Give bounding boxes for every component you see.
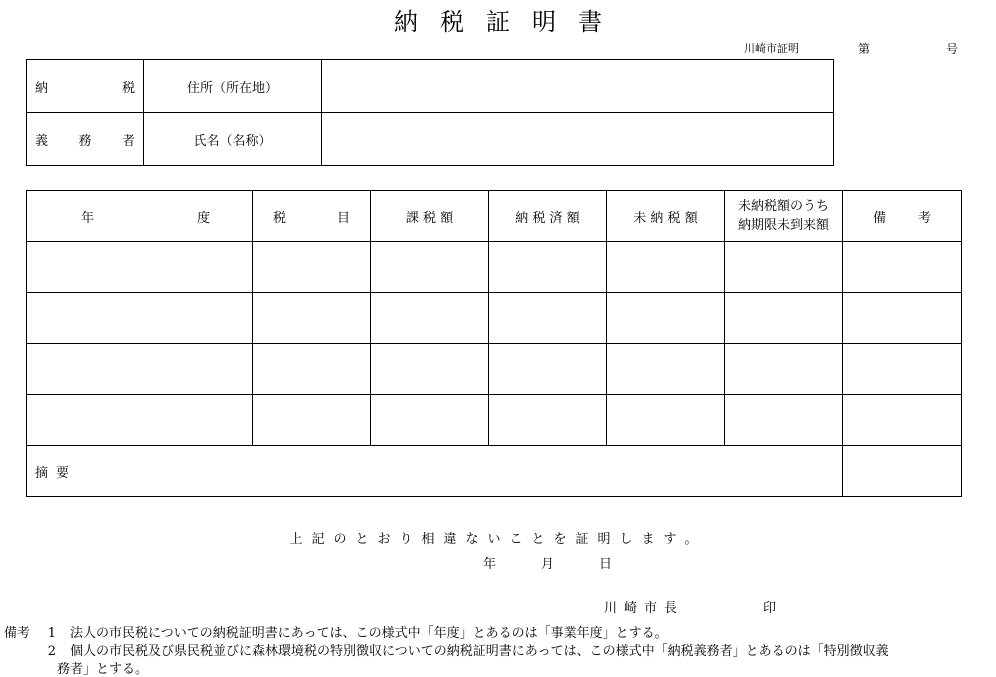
notes-prefix: 備考 — [4, 626, 31, 641]
header-assessed-amount: 課 税 額 — [371, 191, 489, 242]
date-day: 日 — [599, 557, 613, 572]
table-cell[interactable] — [725, 242, 843, 293]
address-field[interactable] — [322, 60, 834, 113]
header-char: 考 — [917, 210, 931, 226]
table-cell[interactable] — [725, 293, 843, 344]
table-cell[interactable] — [489, 242, 607, 293]
table-cell[interactable] — [843, 395, 962, 446]
table-cell[interactable] — [489, 395, 607, 446]
table-cell[interactable] — [607, 293, 725, 344]
note-2 — [4, 640, 889, 659]
header-char: 備 — [873, 210, 887, 226]
table-cell[interactable] — [27, 344, 253, 395]
table-cell[interactable] — [27, 242, 253, 293]
summary-row — [27, 446, 962, 497]
tax-details-table — [26, 190, 962, 497]
table-cell[interactable] — [725, 344, 843, 395]
summary-remarks-cell[interactable] — [843, 446, 962, 497]
table-cell[interactable] — [489, 344, 607, 395]
table-cell[interactable] — [371, 293, 489, 344]
name-label: 氏名（名称） — [144, 113, 322, 166]
table-cell[interactable] — [725, 395, 843, 446]
certificate-number-go: 号 — [946, 42, 959, 56]
seal-mark: 印 — [763, 601, 777, 616]
date-year: 年 — [483, 557, 497, 572]
table-row — [27, 395, 962, 446]
header-char: 目 — [336, 210, 350, 226]
header-char: 税 — [273, 210, 287, 226]
certificate-number-dai: 第 — [858, 42, 871, 56]
table-cell[interactable] — [607, 242, 725, 293]
table-cell[interactable] — [253, 293, 371, 344]
note-text: 個人の市民税及び県民税並びに森林環境税の特別徴収についての納税証明書にあっては、この様式中「納税義務者」とあるのは「特別徴収義 — [70, 644, 889, 659]
header-line: 未納税額のうち — [737, 199, 829, 214]
mayor-signature: 川崎市長 — [604, 601, 685, 616]
header-unpaid-amount: 未 納 税 額 — [607, 191, 725, 242]
table-header-row — [27, 191, 962, 242]
header-remarks — [843, 191, 962, 242]
table-cell[interactable] — [27, 293, 253, 344]
taxpayer-label-char: 納 — [35, 80, 49, 96]
taxpayer-label-char: 務 — [78, 133, 92, 149]
taxpayer-table — [26, 59, 834, 166]
attestation-text: 上記のとおり相違ないことを証明します。 — [289, 532, 707, 547]
table-cell[interactable] — [607, 344, 725, 395]
header-char: 年 — [81, 210, 95, 226]
table-cell[interactable] — [843, 344, 962, 395]
summary-label: 摘要 — [35, 465, 78, 481]
note-text: 法人の市民税についての納税証明書にあっては、この様式中「年度」とあるのは「事業年度」とする。 — [70, 626, 668, 641]
table-row — [27, 344, 962, 395]
address-label: 住所（所在地） — [144, 60, 322, 113]
table-cell[interactable] — [253, 242, 371, 293]
table-row — [27, 242, 962, 293]
taxpayer-label-top — [27, 60, 144, 113]
summary-cell[interactable] — [27, 446, 843, 497]
note-number: 1 — [47, 626, 57, 641]
certificate-number-prefix: 川崎市証明 — [744, 42, 799, 55]
table-cell[interactable] — [253, 395, 371, 446]
taxpayer-label-bottom — [27, 113, 144, 166]
taxpayer-label-char: 者 — [121, 133, 135, 149]
date-month: 月 — [541, 557, 555, 572]
header-fiscal-year — [27, 191, 253, 242]
header-line: 納期限未到来額 — [737, 218, 829, 233]
header-undue-amount — [725, 191, 843, 242]
table-cell[interactable] — [371, 242, 489, 293]
table-cell[interactable] — [489, 293, 607, 344]
table-cell[interactable] — [843, 293, 962, 344]
page-title: 納税証明書 — [394, 8, 624, 36]
table-cell[interactable] — [27, 395, 253, 446]
table-cell[interactable] — [253, 344, 371, 395]
note-number: 2 — [47, 644, 56, 659]
table-cell[interactable] — [371, 395, 489, 446]
taxpayer-label-char: 義 — [35, 133, 49, 149]
table-cell[interactable] — [371, 344, 489, 395]
table-cell[interactable] — [607, 395, 725, 446]
note-2-continuation: 務者」とする。 — [57, 662, 149, 677]
header-tax-item — [253, 191, 371, 242]
table-cell[interactable] — [843, 242, 962, 293]
header-char: 度 — [196, 210, 210, 226]
name-field[interactable] — [322, 113, 834, 166]
taxpayer-label-char: 税 — [121, 80, 135, 96]
header-paid-amount: 納 税 済 額 — [489, 191, 607, 242]
note-1 — [4, 622, 668, 641]
table-row — [27, 293, 962, 344]
